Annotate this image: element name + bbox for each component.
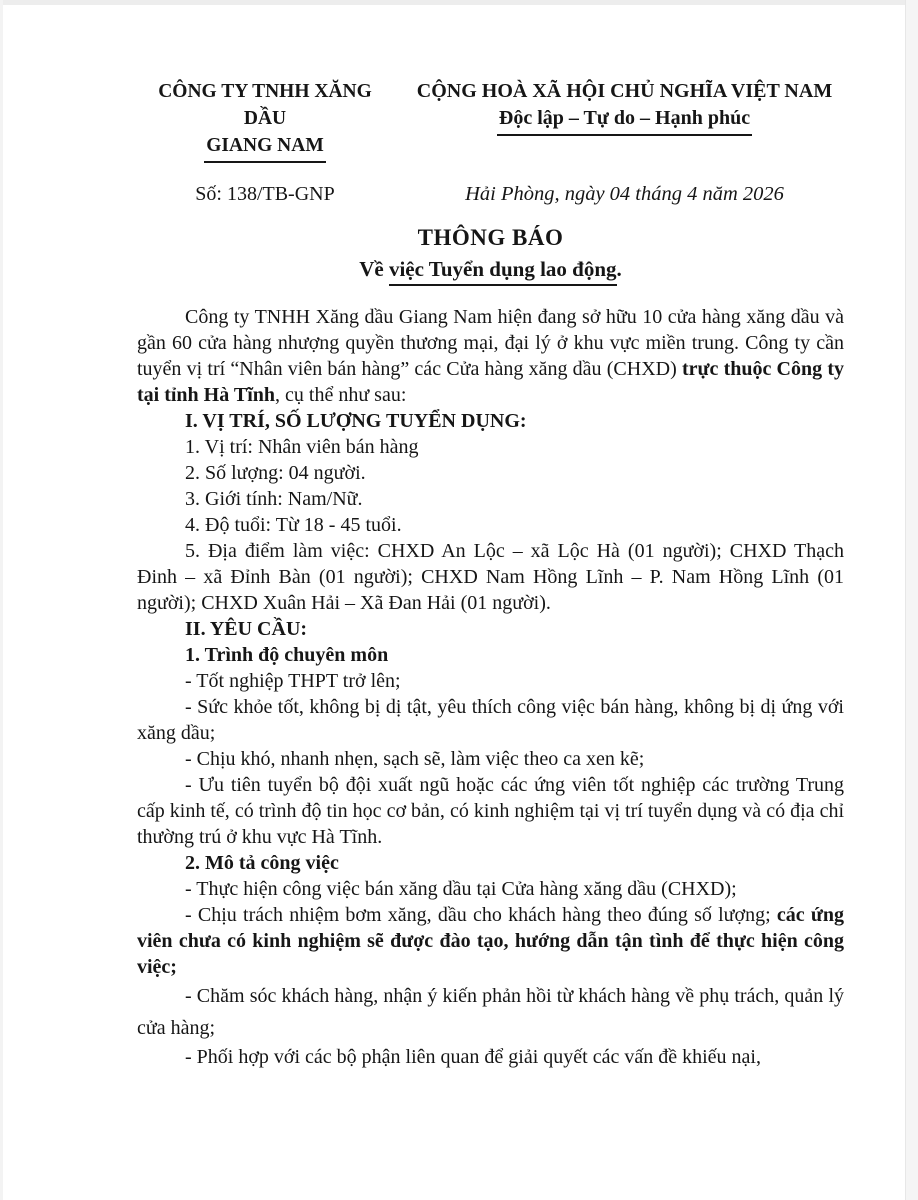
- list-item-age: 4. Độ tuổi: Từ 18 - 45 tuổi.: [185, 514, 402, 536]
- document-header: [137, 78, 844, 163]
- job-description-heading: 2. Mô tả công việc: [185, 852, 339, 874]
- title-block: [137, 224, 844, 282]
- list-item-locations: 5. Địa điểm làm việc: CHXD An Lộc – xã Lộc Hà (01 người); CHXD Thạch Đinh – xã Đỉnh Bàn (01 người); CHXD Nam Hồng Lĩnh – P. Nam Hồng Lĩnh (01 người); CHXD Xuân Hải – Xã Đan Hải (01 người).: [137, 540, 844, 614]
- subtitle-underlined: việc Tuyển dụng lao động: [389, 257, 617, 286]
- document-title: THÔNG BÁO: [417, 225, 564, 250]
- section-i-heading: I. VỊ TRÍ, SỐ LƯỢNG TUYỂN DỤNG:: [185, 410, 527, 432]
- intro-paragraph: [137, 304, 844, 408]
- job-item: - Thực hiện công việc bán xăng dầu tại Cửa hàng xăng dầu (CHXD);: [185, 878, 737, 900]
- document-content: [137, 78, 844, 1070]
- list-item-position: 1. Vị trí: Nhân viên bán hàng: [185, 436, 419, 458]
- subtitle-prefix: Về: [359, 257, 389, 281]
- document-meta-row: [137, 183, 844, 206]
- section-ii-heading: II. YÊU CẦU:: [185, 618, 308, 640]
- requirement-item: - Sức khỏe tốt, không bị dị tật, yêu thích công việc bán hàng, không bị dị ứng với xăng dầu;: [137, 696, 844, 744]
- company-name-line2: [137, 132, 393, 163]
- list-item-gender: 3. Giới tính: Nam/Nữ.: [185, 488, 363, 510]
- job-item2-run2-bold: các ứng viên chưa có kinh nghiệm sẽ được đào tạo, hướng dẫn tận tình để thực hiện công việc;: [137, 904, 844, 978]
- list-item-quantity: 2. Số lượng: 04 người.: [185, 462, 366, 484]
- document-subtitle: [137, 256, 844, 282]
- company-block: [137, 78, 393, 163]
- intro-run1: Công ty TNHH Xăng dầu Giang Nam hiện đang sở hữu 10 cửa hàng xăng dầu và gần 60 cửa hàng nhượng quyền thương mại, đại lý ở khu vực miền trung. Công ty cần tuyển vị trí “Nhân viên bán hàng” các Cửa hàng xăng dầu (CHXD): [137, 306, 844, 380]
- national-header-block: [405, 78, 844, 136]
- job-item: - Chăm sóc khách hàng, nhận ý kiến phản hồi từ khách hàng về phụ trách, quản lý cửa hàng;: [137, 985, 844, 1039]
- page-top-edge: [0, 0, 918, 5]
- requirement-item: - Ưu tiên tuyển bộ đội xuất ngũ hoặc các ứng viên tốt nghiệp các trường Trung cấp kinh tế, có trình độ tin học cơ bản, có kinh nghiệm tại vị trí tuyển dụng và có địa chỉ thường trú ở khu vực Hà Tĩnh.: [137, 774, 844, 848]
- page-left-edge: [0, 0, 3, 1200]
- job-item2-run1: - Chịu trách nhiệm bơm xăng, dầu cho khách hàng theo đúng số lượng;: [185, 904, 777, 926]
- document-body: [137, 304, 844, 1070]
- company-name-underlined: GIANG NAM: [204, 132, 326, 163]
- intro-run3: , cụ thể như sau:: [275, 384, 407, 406]
- qualification-heading: 1. Trình độ chuyên môn: [185, 644, 389, 666]
- national-motto-underlined: Độc lập – Tự do – Hạnh phúc: [497, 105, 752, 136]
- requirement-item: - Chịu khó, nhanh nhẹn, sạch sẽ, làm việc theo ca xen kẽ;: [185, 748, 645, 770]
- place-and-date: Hải Phòng, ngày 04 tháng 4 năm 2026: [465, 183, 784, 205]
- document-number: Số: 138/TB-GNP: [195, 183, 335, 205]
- requirement-item: - Tốt nghiệp THPT trở lên;: [185, 670, 401, 692]
- subtitle-suffix: .: [616, 257, 622, 281]
- intro-run2-bold: trực thuộc Công ty tại tỉnh Hà Tĩnh: [137, 358, 844, 406]
- company-name-line1: CÔNG TY TNHH XĂNG DẦU: [158, 81, 372, 129]
- page-right-edge: [905, 0, 918, 1200]
- job-item: - Phối hợp với các bộ phận liên quan để giải quyết các vấn đề khiếu nại,: [185, 1046, 761, 1068]
- job-item-with-bold: [137, 902, 844, 980]
- national-motto-line: [405, 105, 844, 136]
- national-title: CỘNG HOÀ XÃ HỘI CHỦ NGHĨA VIỆT NAM: [416, 80, 833, 102]
